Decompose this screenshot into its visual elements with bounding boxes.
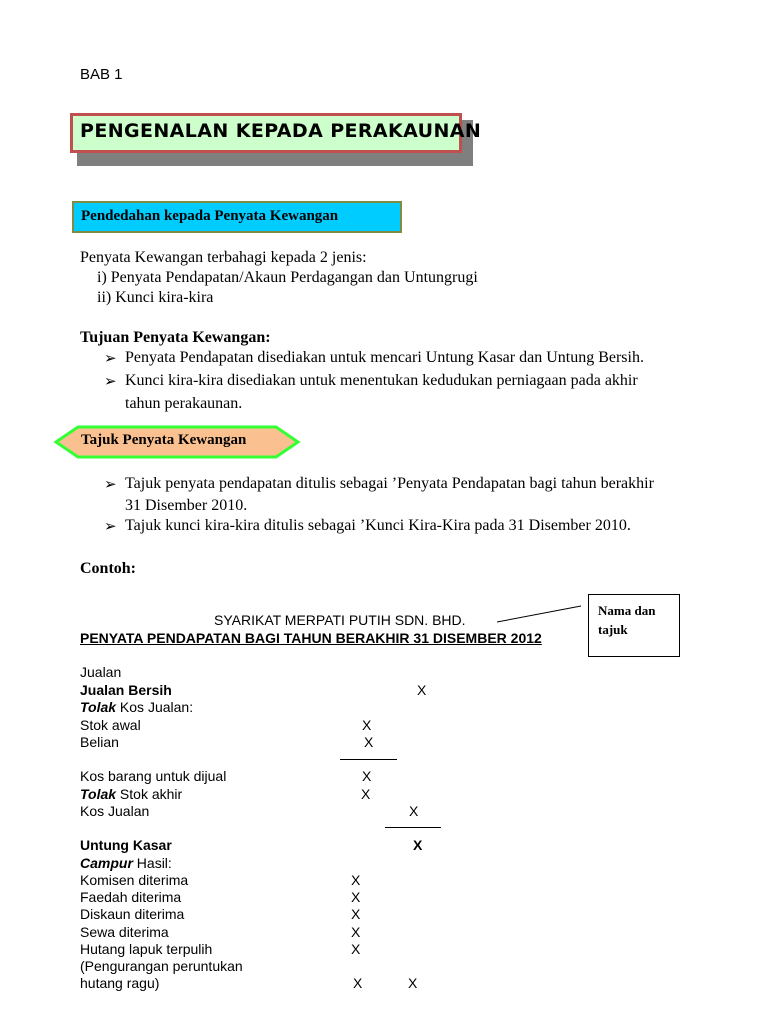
bullet-text: Kunci kira-kira disediakan untuk menentukan kedudukan perniagaan pada akhir: [125, 372, 638, 389]
row-label: Hutang lapuk terpulih: [80, 941, 213, 957]
amount-marker: X: [364, 734, 374, 750]
arrow-bullet-icon: ➢: [104, 477, 117, 493]
intro-text: Penyata Kewangan terbahagi kepada 2 jenis:: [80, 249, 367, 266]
row-label: Kos barang untuk dijual: [80, 768, 227, 784]
row-label: Stok awal: [80, 717, 141, 733]
list-item: ii) Kunci kira-kira: [97, 289, 214, 306]
company-name: SYARIKAT MERPATI PUTIH SDN. BHD.: [214, 612, 466, 628]
row-label: Kos Jualan: [80, 803, 150, 819]
arrow-bullet-icon: ➢: [104, 351, 117, 367]
amount-marker: X: [362, 717, 372, 733]
list-item: i) Penyata Pendapatan/Akaun Perdagangan dan Untungrugi: [97, 269, 478, 286]
amount-marker: X: [351, 924, 361, 940]
row-label: [80, 786, 182, 802]
row-label: Jualan: [80, 664, 122, 680]
row-label-rest: Kos Jualan:: [116, 699, 194, 715]
amount-marker: X: [351, 941, 361, 957]
statement-title: PENYATA PENDAPATAN BAGI TAHUN BERAKHIR 31 DISEMBER 2012: [80, 630, 542, 646]
amount-marker: X: [408, 975, 418, 991]
amount-marker: X: [351, 889, 361, 905]
subtotal-rule: [340, 759, 397, 760]
row-label-rest: Hasil:: [132, 855, 172, 871]
purpose-heading: Tujuan Penyata Kewangan:: [80, 329, 271, 346]
arrow-bullet-icon: ➢: [104, 519, 117, 535]
amount-marker: X: [361, 786, 371, 802]
amount-marker: X: [409, 803, 419, 819]
row-label: hutang ragu): [80, 975, 160, 991]
bullet-text: Tajuk kunci kira-kira ditulis sebagai ’Kunci Kira-Kira pada 31 Disember 2010.: [125, 517, 631, 534]
row-label: (Pengurangan peruntukan: [80, 958, 243, 974]
row-label: Faedah diterima: [80, 889, 182, 905]
bullet-text-continued: 31 Disember 2010.: [125, 497, 248, 514]
row-label: Diskaun diterima: [80, 906, 185, 922]
section-heading: Tajuk Penyata Kewangan: [81, 432, 247, 448]
row-label: [80, 699, 193, 715]
row-label-emphasis: Tolak: [80, 699, 117, 715]
row-label: [80, 855, 172, 871]
row-label: Jualan Bersih: [80, 682, 172, 698]
section-heading: Pendedahan kepada Penyata Kewangan: [81, 208, 339, 224]
example-label: Contoh:: [80, 560, 137, 577]
row-label: Sewa diterima: [80, 924, 169, 940]
amount-marker: X: [413, 837, 423, 853]
amount-marker: X: [353, 975, 363, 991]
subtotal-rule: [385, 827, 441, 828]
row-label-emphasis: Campur: [80, 855, 133, 871]
row-label: Komisen diterima: [80, 872, 189, 888]
row-label-emphasis: Tolak: [80, 786, 117, 802]
callout-text: Nama dan tajuk: [598, 603, 656, 637]
amount-marker: X: [362, 768, 372, 784]
row-label: Untung Kasar: [80, 837, 172, 853]
bullet-text: Tajuk penyata pendapatan ditulis sebagai ’Penyata Pendapatan bagi tahun berakhir: [125, 475, 654, 492]
bullet-text: Penyata Pendapatan disediakan untuk mencari Untung Kasar dan Untung Bersih.: [125, 349, 644, 366]
page-title: PENGENALAN KEPADA PERAKAUNAN: [80, 120, 482, 142]
amount-marker: X: [351, 872, 361, 888]
amount-marker: X: [351, 906, 361, 922]
amount-marker: X: [417, 682, 427, 698]
bullet-text-continued: tahun perakaunan.: [125, 395, 243, 412]
row-label: Belian: [80, 734, 119, 750]
chapter-label: BAB 1: [80, 66, 123, 83]
row-label-rest: Stok akhir: [116, 786, 183, 802]
arrow-bullet-icon: ➢: [104, 374, 117, 390]
